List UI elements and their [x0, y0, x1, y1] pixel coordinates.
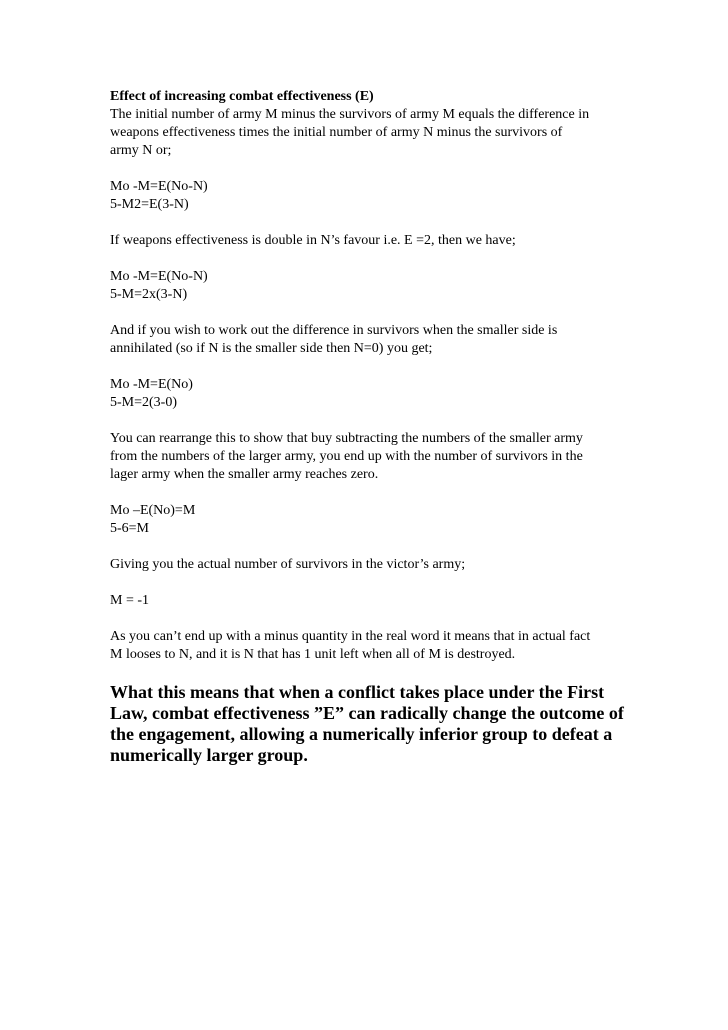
formula-line: Mo -M=E(No-N) — [110, 179, 208, 194]
rearrange-line: You can rearrange this to show that buy subtracting the numbers of the smaller army — [110, 431, 583, 446]
intro-paragraph — [110, 88, 630, 160]
annihilated-line: And if you wish to work out the difference in survivors when the smaller side is — [110, 323, 558, 338]
formula-line: Mo -M=E(No) — [110, 377, 193, 392]
rearrange-line: lager army when the smaller army reaches zero. — [110, 467, 379, 482]
doubled-paragraph — [110, 232, 630, 250]
formula-line: Mo -M=E(No-N) — [110, 269, 208, 284]
formula-line: 5-M2=E(3-N) — [110, 197, 189, 212]
formula-line: Mo –E(No)=M — [110, 503, 196, 518]
minus-line: M looses to N, and it is N that has 1 unit left when all of M is destroyed. — [110, 647, 516, 662]
result-paragraph — [110, 592, 630, 610]
rearrange-paragraph — [110, 430, 630, 484]
conclusion-line: the engagement, allowing a numerically inferior group to defeat a — [110, 724, 613, 744]
minus-line: As you can’t end up with a minus quantity in the real word it means that in actual fact — [110, 629, 591, 644]
result-line: M = -1 — [110, 593, 150, 608]
conclusion-paragraph — [110, 682, 630, 766]
annihilated-paragraph — [110, 322, 630, 358]
conclusion-line: Law, combat effectiveness ”E” can radically change the outcome of — [110, 703, 624, 723]
formula-line: 5-M=2(3-0) — [110, 395, 177, 410]
intro-line: The initial number of army M minus the survivors of army M equals the difference in — [110, 107, 590, 122]
document-page — [110, 88, 630, 766]
rearrange-line: from the numbers of the larger army, you end up with the number of survivors in the — [110, 449, 583, 464]
formula-block-2 — [110, 268, 630, 304]
formula-block-1 — [110, 178, 630, 214]
intro-line: army N or; — [110, 143, 172, 158]
annihilated-line: annihilated (so if N is the smaller side then N=0) you get; — [110, 341, 433, 356]
formula-block-4 — [110, 502, 630, 538]
conclusion-line: numerically larger group. — [110, 745, 308, 765]
section-heading: Effect of increasing combat effectiveness (E) — [110, 89, 374, 104]
doubled-line: If weapons effectiveness is double in N’s favour i.e. E =2, then we have; — [110, 233, 516, 248]
giving-line: Giving you the actual number of survivors in the victor’s army; — [110, 557, 466, 572]
giving-paragraph — [110, 556, 630, 574]
formula-line: 5-M=2x(3-N) — [110, 287, 188, 302]
formula-line: 5-6=M — [110, 521, 150, 536]
formula-block-3 — [110, 376, 630, 412]
conclusion-line: What this means that when a conflict takes place under the First — [110, 682, 605, 702]
minus-paragraph — [110, 628, 630, 664]
intro-line: weapons effectiveness times the initial number of army N minus the survivors of — [110, 125, 563, 140]
